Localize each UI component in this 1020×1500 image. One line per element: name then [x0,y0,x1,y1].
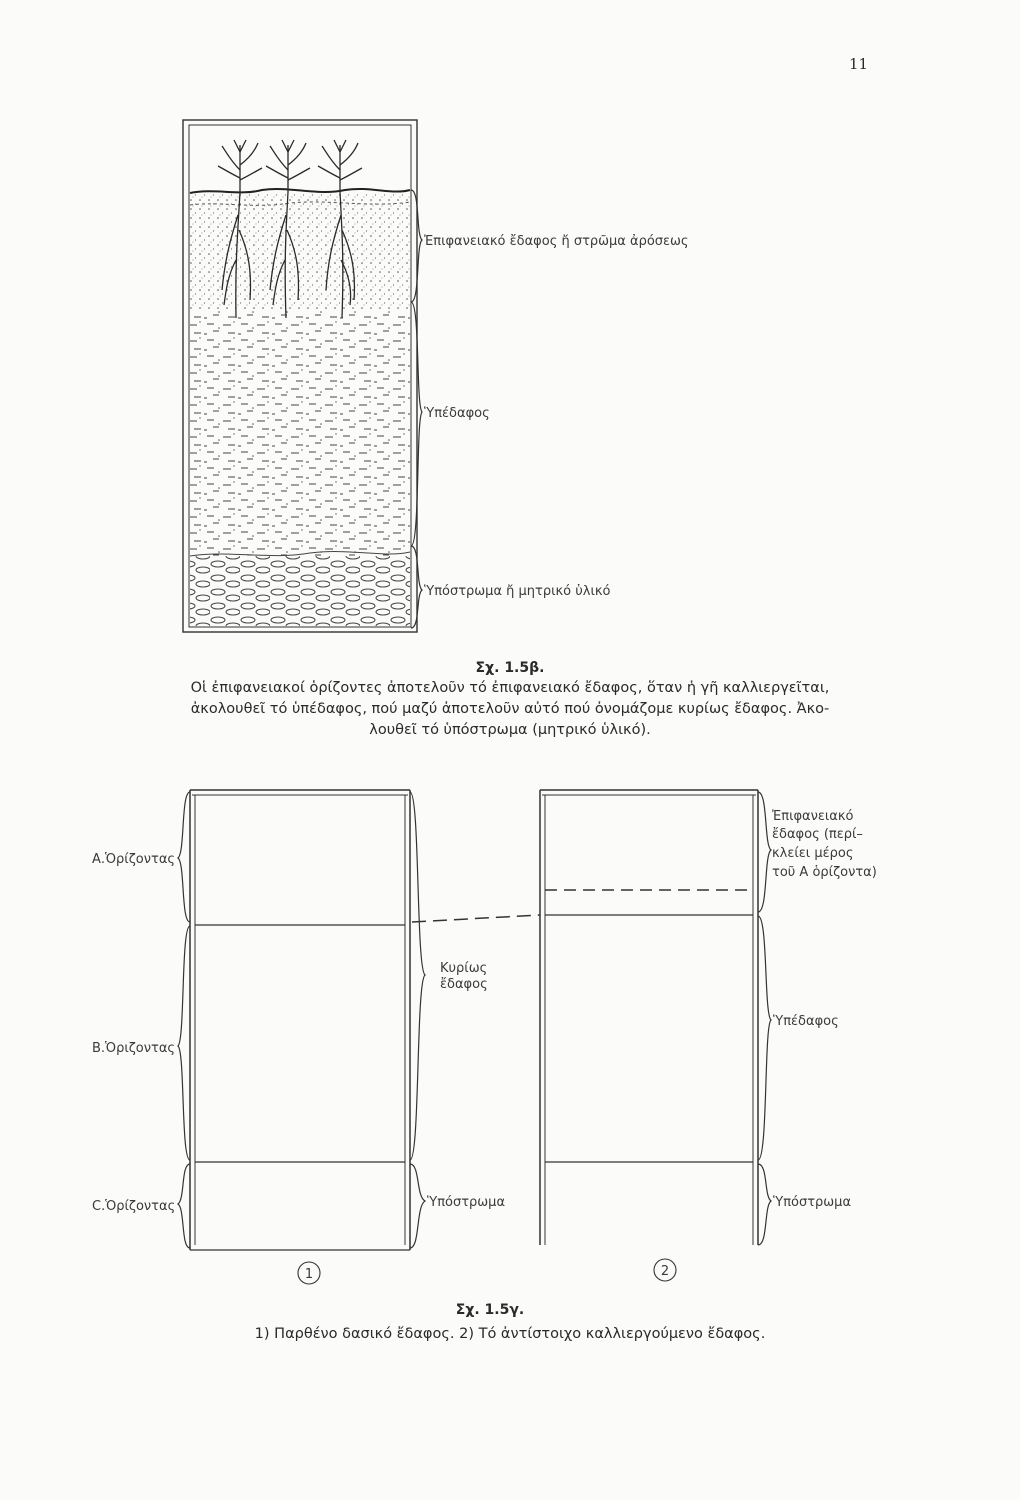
label-surface-2-line3: κλείει μέρος [772,846,854,861]
figure-b-soil-column [183,120,689,632]
label-surface-2-line4: τοῦ Α ὁρίζοντα) [772,865,877,880]
caption-text-1-5b [60,678,960,741]
substrate-layer [190,556,410,626]
subsoil-layer [190,310,410,556]
figure-c-profiles [92,790,877,1284]
brace-c-horizon [178,1164,190,1248]
brace-subsoil-2 [758,916,771,1160]
label-main-soil-line2: ἔδαφος [440,977,488,992]
label-substrate-2: Ὑπόστρωμα [773,1195,852,1210]
profile-number-2: 2 [660,1264,670,1279]
caption-line: λουθεῖ τό ὑπόστρωμα (μητρικό ὑλικό). [369,722,651,738]
label-b-horizon: Β.Ὁριζοντας [92,1041,176,1056]
label-c-horizon: C.Ὁρίζοντας [92,1199,176,1214]
profile-1 [190,790,410,1250]
brace-substrate-1 [410,1164,425,1248]
profile-number-1: 1 [304,1267,314,1282]
connector-dashed-line [412,915,540,922]
caption-title-1-5c: Σχ. 1.5γ. [455,1302,525,1318]
label-surface-soil: Ἐπιφανειακό ἔδαφος ἤ στρῶμα ἀρόσεως [424,234,689,249]
label-surface-2-line1: Ἐπιφανειακό [772,809,854,824]
label-surface-2-line2: ἔδαφος (περί– [772,827,863,842]
brace-main-soil [410,792,425,1160]
surface-layer [190,192,410,310]
brace-b-horizon [178,926,190,1160]
label-substrate-1: Ὑπόστρωμα [427,1195,506,1210]
label-main-soil-line1: Κυρίως [440,961,488,976]
brace-surface-2 [758,792,771,912]
brace-substrate-2 [758,1164,771,1245]
page-number: 11 [849,55,869,73]
brace-a-horizon [178,792,190,922]
caption-title-1-5b: Σχ. 1.5β. [475,660,545,676]
caption-text-1-5c: 1) Παρθένο δασικό ἔδαφος. 2) Τό ἀντίστοιχο καλλιεργούμενο ἔδαφος. [254,1326,766,1342]
label-substrate: Ὑπόστρωμα ἤ μητρικό ὑλικό [424,584,611,599]
caption-line: Οἱ ἐπιφανειακοί ὁρίζοντες ἀποτελοῦν τό ἐπιφανειακό ἔδαφος, ὅταν ἡ γῆ καλλιεργεῖται, [190,680,830,696]
profile-2 [540,790,758,1245]
label-subsoil: Ὑπέδαφος [424,406,490,421]
caption-line: ἀκολουθεῖ τό ὑπέδαφος, πού μαζύ ἀποτελοῦν αὐτό πού ὀνομάζομε κυρίως ἔδαφος. Ἀκο- [190,701,830,717]
label-subsoil-2: Ὑπέδαφος [773,1014,839,1029]
label-a-horizon: Α.Ὁρίζοντας [92,852,176,867]
